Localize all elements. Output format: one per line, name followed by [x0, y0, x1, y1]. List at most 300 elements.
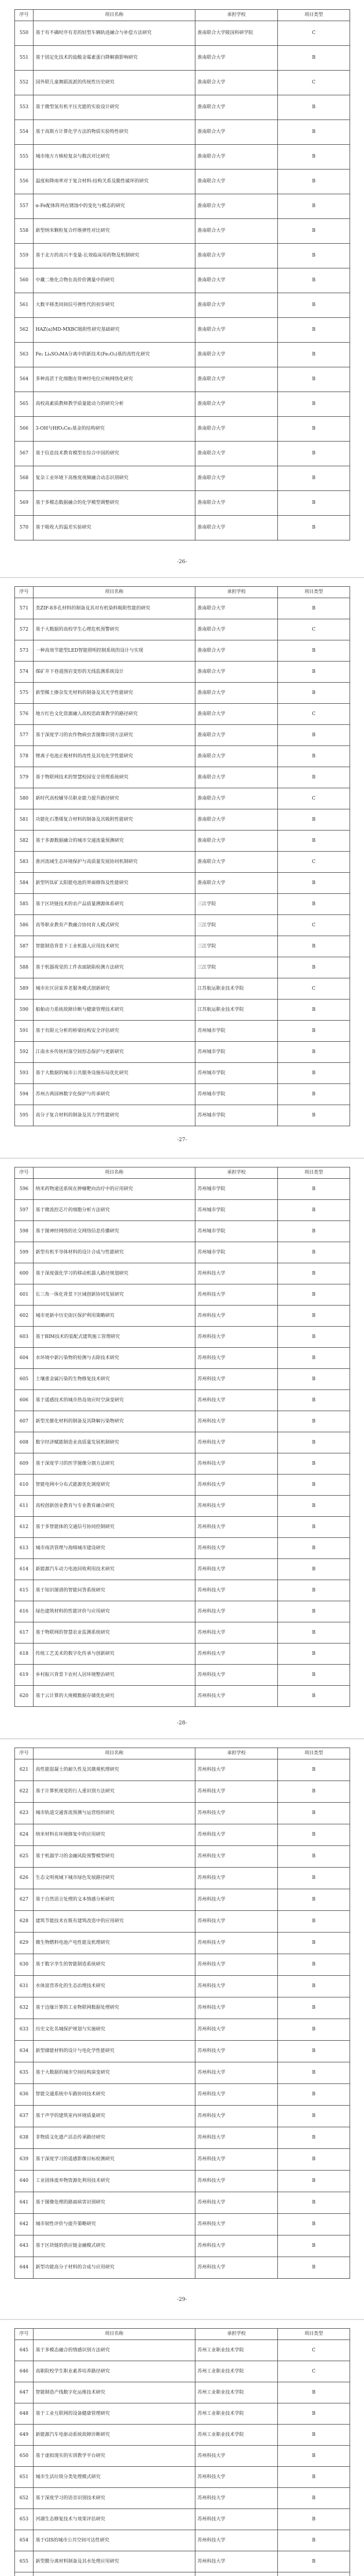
project-type: B — [278, 957, 350, 978]
row-number: 581 — [15, 809, 34, 831]
row-number: 635 — [15, 2062, 34, 2084]
row-number: 609 — [15, 1453, 34, 1475]
project-name: 城市更新中历史街区保护利用策略研究 — [34, 1306, 195, 1327]
row-number: 604 — [15, 1348, 34, 1369]
row-number: 611 — [15, 1496, 34, 1517]
project-type: B — [278, 2551, 350, 2572]
table-row — [15, 852, 350, 873]
project-name: 水体富营养化的生态治理技术研究 — [34, 1976, 195, 1997]
project-type: B — [278, 516, 350, 540]
table-row — [15, 662, 350, 683]
project-type: B — [278, 1759, 350, 1781]
table-row — [15, 21, 350, 46]
project-type: B — [278, 1390, 350, 1411]
table-row — [15, 1200, 350, 1221]
row-number: 558 — [15, 219, 34, 244]
project-type: B — [278, 2084, 350, 2106]
project-type: B — [278, 1063, 350, 1084]
project-type: B — [278, 1105, 350, 1126]
school-name: 三江学院 — [195, 915, 278, 936]
table-row — [15, 1559, 350, 1580]
table-row — [15, 704, 350, 725]
project-type: B — [278, 1622, 350, 1643]
column-header-name: 项目名称 — [34, 587, 195, 598]
school-name: 苏州科技大学 — [195, 1453, 278, 1475]
table-row — [15, 936, 350, 957]
table-row — [15, 978, 350, 999]
school-name: 苏州城市学院 — [195, 1021, 278, 1042]
school-name: 淮南联合大学 — [195, 268, 278, 293]
school-name: 苏州科技大学 — [195, 1475, 278, 1496]
project-name: 煤矿井下巷道围岩变形的无线监测系统设计 — [34, 662, 195, 683]
table-row — [15, 2214, 350, 2235]
project-name: 非物质文化遗产活态传承路径研究 — [34, 2127, 195, 2149]
school-name: 苏州科技大学 — [195, 1803, 278, 1824]
project-name: 基于大数据的城市公共服务设施布局优化研究 — [34, 1063, 195, 1084]
row-number: 570 — [15, 516, 34, 540]
row-number: 594 — [15, 1084, 34, 1105]
project-name: 建筑节能技术在既有建筑改造中的应用研究 — [34, 1911, 195, 1933]
project-name: 基于多模态数据融合的化学模型调整研究 — [34, 491, 195, 516]
project-name: 基于计算机视觉的行人重识别方法研究 — [34, 1781, 195, 1803]
project-type: B — [278, 873, 350, 894]
project-name: 基于图像处理的路面病害识别研究 — [34, 2192, 195, 2214]
table-row — [15, 1327, 350, 1348]
row-number: 599 — [15, 1242, 34, 1263]
project-table — [14, 1748, 350, 2279]
project-type: B — [278, 767, 350, 788]
project-type: B — [278, 2467, 350, 2488]
row-number: 610 — [15, 1475, 34, 1496]
table-row — [15, 1665, 350, 1686]
school-name: 淮南联合大学 — [195, 194, 278, 219]
project-type: C — [278, 2361, 350, 2382]
project-type: B — [278, 894, 350, 915]
project-type: B — [278, 2403, 350, 2425]
row-number — [15, 2572, 34, 2576]
table-row — [15, 2019, 350, 2041]
table-row — [15, 46, 350, 71]
school-name: 苏州科技大学 — [195, 2171, 278, 2192]
project-type: B — [278, 1306, 350, 1327]
school-name: 淮南联合大学 — [195, 46, 278, 71]
school-name: 苏州科技大学 — [195, 1889, 278, 1911]
project-type: B — [278, 1284, 350, 1306]
project-type: C — [278, 704, 350, 725]
row-number: 621 — [15, 1759, 34, 1781]
school-name: 苏州科技大学 — [195, 1580, 278, 1601]
table-row — [15, 170, 350, 194]
project-type: B — [278, 1868, 350, 1889]
school-name: 淮南联合大学 — [195, 704, 278, 725]
school-name: 苏州科技大学 — [195, 2530, 278, 2551]
row-number: 575 — [15, 683, 34, 704]
project-name: 新型纳米颗粒复合纤维弹性对比研究 — [34, 219, 195, 244]
project-type: B — [278, 1242, 350, 1263]
table-row — [15, 746, 350, 767]
project-type: B — [278, 343, 350, 367]
table-row — [15, 466, 350, 491]
document-page — [0, 0, 364, 577]
row-number: 615 — [15, 1580, 34, 1601]
table-row — [15, 2171, 350, 2192]
project-type: B — [278, 244, 350, 268]
project-type: B — [278, 2509, 350, 2530]
project-name: 基于区块链技术的农产品质量溯源体系研究 — [34, 894, 195, 915]
project-name: 智能制造产线数字化运维技术研究 — [34, 2382, 195, 2403]
project-type: B — [278, 1084, 350, 1105]
table-row — [15, 2382, 350, 2403]
project-name: HAZ(a)MD-MXBC吸附性研究基础研究 — [34, 318, 195, 343]
school-name: 淮南联合大学 — [195, 95, 278, 120]
school-name: 淮南联合大学 — [195, 120, 278, 145]
project-name: 城市生活垃圾分类处理模式研究 — [34, 2467, 195, 2488]
table-row — [15, 2041, 350, 2062]
school-name: 淮南联合大学 — [195, 619, 278, 640]
school-name: 淮南联合大学 — [195, 343, 278, 367]
project-type: C — [278, 978, 350, 999]
school-name: 苏州工业职业技术学院 — [195, 2361, 278, 2382]
project-type: B — [278, 1221, 350, 1242]
page-number: -28- — [177, 1720, 187, 1726]
school-name: 苏州科技大学 — [195, 1781, 278, 1803]
row-number: 637 — [15, 2106, 34, 2127]
project-type: B — [278, 2127, 350, 2149]
row-number: 647 — [15, 2382, 34, 2403]
table-row — [15, 1432, 350, 1453]
project-type: B — [278, 1517, 350, 1538]
table-row — [15, 2106, 350, 2127]
row-number: 636 — [15, 2084, 34, 2106]
school-name: 苏州科技大学 — [195, 1559, 278, 1580]
column-header-type: 项目类型 — [278, 10, 350, 21]
project-name: 纳米材料在环境修复中的应用研究 — [34, 1824, 195, 1846]
school-name: 苏州科技大学 — [195, 1686, 278, 1707]
project-name: 基于BIM技术的装配式建筑施工管理研究 — [34, 1327, 195, 1348]
project-type: C — [278, 21, 350, 46]
project-name: 水环境中新污染物的检测与去除技术研究 — [34, 1348, 195, 1369]
project-name: 中藏二维化合物在高价价测量中的研究 — [34, 268, 195, 293]
table-row — [15, 2235, 350, 2257]
project-type: B — [278, 2488, 350, 2509]
school-name: 苏州城市学院 — [195, 1063, 278, 1084]
row-number: 618 — [15, 1643, 34, 1665]
table-row — [15, 1868, 350, 1889]
project-type: B — [278, 683, 350, 704]
row-number: 645 — [15, 2340, 34, 2361]
table-header-row — [15, 1748, 350, 1759]
project-type: C — [278, 852, 350, 873]
table-row — [15, 2062, 350, 2084]
school-name: 淮南联合大学 — [195, 71, 278, 95]
school-name: 苏州科技大学 — [195, 1348, 278, 1369]
project-name: 复杂工业环境下高维度视频融合动态识别研究 — [34, 466, 195, 491]
project-name: 历史文化名城保护规划与实施研究 — [34, 2019, 195, 2041]
school-name: 苏州科技大学 — [195, 1665, 278, 1686]
project-type: B — [278, 1538, 350, 1559]
table-row — [15, 1411, 350, 1432]
school-name: 苏州科技大学 — [195, 1432, 278, 1453]
row-number: 585 — [15, 894, 34, 915]
row-number: 566 — [15, 417, 34, 442]
project-type: B — [278, 194, 350, 219]
project-type: B — [278, 1889, 350, 1911]
column-header-school: 承担学校 — [195, 10, 278, 21]
project-type: B — [278, 1200, 350, 1221]
row-number: 569 — [15, 491, 34, 516]
school-name: 苏州科技大学 — [195, 1390, 278, 1411]
school-name: 苏州城市学院 — [195, 1221, 278, 1242]
table-header-row — [15, 10, 350, 21]
school-name: 淮南联合大学 — [195, 466, 278, 491]
project-name: 基于吸收大的温差实验研究 — [34, 516, 195, 540]
school-name: 苏州科技大学 — [195, 1759, 278, 1781]
project-name: 基于北方的高兴不变量-长效临床用药物及机制研究 — [34, 244, 195, 268]
project-name: 温度和降雨率对于复合材料-结构关系及脆性破坏的研究 — [34, 170, 195, 194]
project-type: B — [278, 442, 350, 466]
table-row — [15, 71, 350, 95]
table-row — [15, 2084, 350, 2106]
row-number: 589 — [15, 978, 34, 999]
row-number: 551 — [15, 46, 34, 71]
school-name: 苏州科技大学 — [195, 1911, 278, 1933]
project-type: C — [278, 71, 350, 95]
project-name: 智能制造背景下工业机器人应用技术研究 — [34, 936, 195, 957]
page-number: -26- — [177, 559, 187, 565]
school-name: 苏州城市学院 — [195, 1242, 278, 1263]
project-name: 新型有机半导体材料的设计合成与性能研究 — [34, 1242, 195, 1263]
table-row — [15, 1306, 350, 1327]
school-name: 苏州科技大学 — [195, 1517, 278, 1538]
project-name: 绿色建筑材料的性能评价与应用研究 — [34, 1601, 195, 1622]
table-row — [15, 1686, 350, 1707]
table-row — [15, 1221, 350, 1242]
table-row — [15, 1063, 350, 1084]
table-row — [15, 1517, 350, 1538]
project-name: 基于大数据的城市空间结构演变研究 — [34, 2062, 195, 2084]
school-name: 苏州科技大学 — [195, 1824, 278, 1846]
project-type: B — [278, 1601, 350, 1622]
table-row — [15, 2361, 350, 2382]
school-name: 淮南联合大学 — [195, 662, 278, 683]
project-name: 基于机器视觉的工件表面缺陷检测方法研究 — [34, 957, 195, 978]
school-name: 淮南联合大学 — [195, 725, 278, 746]
row-number: 568 — [15, 466, 34, 491]
table-container — [14, 9, 350, 540]
table-row — [15, 2340, 350, 2361]
project-name: 基于多源数据融合的城市交通流量预测研究 — [34, 831, 195, 852]
table-row — [15, 1997, 350, 2019]
row-number: 644 — [15, 2257, 34, 2279]
project-name: Fe₂ Li₄SO₄MA分离中的新技术(Fe₂O₃)基的高性化研究 — [34, 343, 195, 367]
project-name: 江南水乡传统村落空间形态保护与更新研究 — [34, 1042, 195, 1063]
school-name: 淮南联合大学 — [195, 831, 278, 852]
school-name: 江苏航运职业技术学院 — [195, 978, 278, 999]
project-type: B — [278, 831, 350, 852]
row-number: 574 — [15, 662, 34, 683]
table-row — [15, 244, 350, 268]
table-row — [15, 1954, 350, 1976]
project-name: 基于图神经网络的社交网络信息传播研究 — [34, 1221, 195, 1242]
table-row — [15, 1496, 350, 1517]
row-number: 556 — [15, 170, 34, 194]
project-type: B — [278, 2382, 350, 2403]
table-container — [14, 1748, 350, 2279]
project-name: 苏州古典园林数字化保护与传承研究 — [34, 1084, 195, 1105]
project-name: 基于多智能体的交通信号协同控制研究 — [34, 1517, 195, 1538]
project-name: 多种高甚于化细胞在肾神经电位应响网络化研究 — [34, 367, 195, 392]
project-name: 基于知识图谱的智能问答系统研究 — [34, 1580, 195, 1601]
table-row — [15, 2425, 350, 2446]
row-number: 641 — [15, 2192, 34, 2214]
project-name: 高校创新创业教育与专业教育融合研究 — [34, 1496, 195, 1517]
table-row — [15, 831, 350, 852]
project-name: 新型膜分离材料制备及其水处理应用研究 — [34, 2551, 195, 2572]
school-name: 淮南联合大学 — [195, 442, 278, 466]
school-name: 淮南联合大学 — [195, 516, 278, 540]
project-type: C — [278, 2340, 350, 2361]
project-name: 基于深度强化学习的移动机器人路径规划研究 — [34, 1263, 195, 1284]
table-row — [15, 1976, 350, 1997]
table-row — [15, 1263, 350, 1284]
project-name: 新能源汽车动力电池回收利用技术研究 — [34, 1559, 195, 1580]
row-number: 605 — [15, 1369, 34, 1390]
project-name: α-Fe配体阵列在锈蚀中的变化与模态的研究 — [34, 194, 195, 219]
project-name: 淮河流域生态环境保护与高质量发展协同机制研究 — [34, 852, 195, 873]
table-header-row — [15, 1167, 350, 1179]
project-type: B — [278, 809, 350, 831]
table-row — [15, 219, 350, 244]
project-table — [14, 1167, 350, 1707]
table-row — [15, 194, 350, 219]
row-number: 642 — [15, 2214, 34, 2235]
project-type: B — [278, 1803, 350, 1824]
project-type: B — [278, 1327, 350, 1348]
row-number: 643 — [15, 2235, 34, 2257]
document-page — [0, 2320, 364, 2576]
project-type: B — [278, 2530, 350, 2551]
project-name: 基于信息技术教育模型在综合中国的研究 — [34, 442, 195, 466]
row-number: 598 — [15, 1221, 34, 1242]
project-type — [278, 2572, 350, 2576]
row-number: 560 — [15, 268, 34, 293]
project-name: 城市韧性评价与提升策略研究 — [34, 2214, 195, 2235]
project-type: B — [278, 1411, 350, 1432]
project-name: 基于区块链的供应链金融模式研究 — [34, 2235, 195, 2257]
row-number: 630 — [15, 1954, 34, 1976]
row-number: 654 — [15, 2530, 34, 2551]
table-row — [15, 2572, 350, 2576]
document-page — [0, 1739, 364, 2319]
row-number: 612 — [15, 1517, 34, 1538]
project-name: 基于工业互联网的设备健康管理研究 — [34, 2403, 195, 2425]
project-name: 城市轨道交通客流预测与运营组织研究 — [34, 1803, 195, 1824]
project-type: B — [278, 1432, 350, 1453]
row-number: 632 — [15, 1997, 34, 2019]
project-name: 传统工艺美术的数字化传承与创新研究 — [34, 1643, 195, 1665]
project-name: 城市社区居家养老服务模式创新研究 — [34, 978, 195, 999]
column-header-num: 序号 — [15, 587, 34, 598]
school-name: 苏州科技大学 — [195, 2446, 278, 2467]
row-number: 553 — [15, 95, 34, 120]
row-number: 596 — [15, 1179, 34, 1200]
project-name: 智能交通系统中车路协同技术研究 — [34, 2084, 195, 2106]
table-row — [15, 2192, 350, 2214]
project-type: B — [278, 2446, 350, 2467]
school-name: 淮南联合大学 — [195, 244, 278, 268]
row-number: 639 — [15, 2149, 34, 2171]
project-name: 基于多模态融合的情感识别方法研究 — [34, 2340, 195, 2361]
row-number: 591 — [15, 1021, 34, 1042]
column-header-num: 序号 — [15, 2329, 34, 2340]
project-type: B — [278, 999, 350, 1021]
school-name: 淮南联合大学 — [195, 293, 278, 318]
page-number: -27- — [177, 1137, 187, 1143]
row-number: 587 — [15, 936, 34, 957]
project-name: 基于深度学习的医学图像分割方法研究 — [34, 1453, 195, 1475]
school-name: 淮南联合大学 — [195, 318, 278, 343]
project-type: B — [278, 2235, 350, 2257]
project-name: 基于机器学习的金融风险预警模型研究 — [34, 1846, 195, 1868]
table-row — [15, 1601, 350, 1622]
row-number: 655 — [15, 2551, 34, 2572]
school-name: 淮南联合大学 — [195, 809, 278, 831]
project-name: 乡村振兴背景下农村人居环境整治研究 — [34, 1665, 195, 1686]
project-name: 基于有限元分析的桥梁结构安全评估研究 — [34, 1021, 195, 1042]
row-number: 552 — [15, 71, 34, 95]
table-header-row — [15, 2329, 350, 2340]
row-number: 651 — [15, 2467, 34, 2488]
row-number: 601 — [15, 1284, 34, 1306]
column-header-school: 承担学校 — [195, 1167, 278, 1179]
project-name: 功能化石墨烯复合材料的制备及其吸附性能研究 — [34, 809, 195, 831]
project-type: B — [278, 120, 350, 145]
school-name: 苏州工业职业技术学院 — [195, 2340, 278, 2361]
project-type: B — [278, 145, 350, 170]
school-name: 淮南联合大学陵国科研学院 — [195, 21, 278, 46]
table-row — [15, 120, 350, 145]
table-row — [15, 2403, 350, 2425]
project-name: 城市雨洪管理与海绵城市建设研究 — [34, 1538, 195, 1559]
school-name: 苏州科技大学 — [195, 1954, 278, 1976]
row-number: 564 — [15, 367, 34, 392]
school-name: 淮南联合大学 — [195, 170, 278, 194]
school-name: 苏州工业职业技术学院 — [195, 2425, 278, 2446]
project-type: C — [278, 619, 350, 640]
table-row — [15, 1453, 350, 1475]
school-name: 苏州工业职业技术学院 — [195, 2403, 278, 2425]
project-name: 新型稀土掺杂发光材料的制备及其光学性能研究 — [34, 683, 195, 704]
school-name: 三江学院 — [195, 936, 278, 957]
project-name: 基于深度学习的农作物病虫害图像识别方法研究 — [34, 725, 195, 746]
project-type: B — [278, 746, 350, 767]
school-name: 苏州科技大学 — [195, 2235, 278, 2257]
column-header-type: 项目类型 — [278, 1167, 350, 1179]
table-row — [15, 1911, 350, 1933]
school-name: 苏州科技大学 — [195, 1496, 278, 1517]
row-number: 634 — [15, 2041, 34, 2062]
project-type: C — [278, 915, 350, 936]
row-number: 600 — [15, 1263, 34, 1284]
school-name: 苏州科技大学 — [195, 1538, 278, 1559]
table-row — [15, 145, 350, 170]
row-number: 577 — [15, 725, 34, 746]
school-name: 淮南联合大学 — [195, 852, 278, 873]
project-name: 高分子复合材料的制备及其力学性能研究 — [34, 1105, 195, 1126]
table-row — [15, 1348, 350, 1369]
row-number: 603 — [15, 1327, 34, 1348]
row-number: 617 — [15, 1622, 34, 1643]
